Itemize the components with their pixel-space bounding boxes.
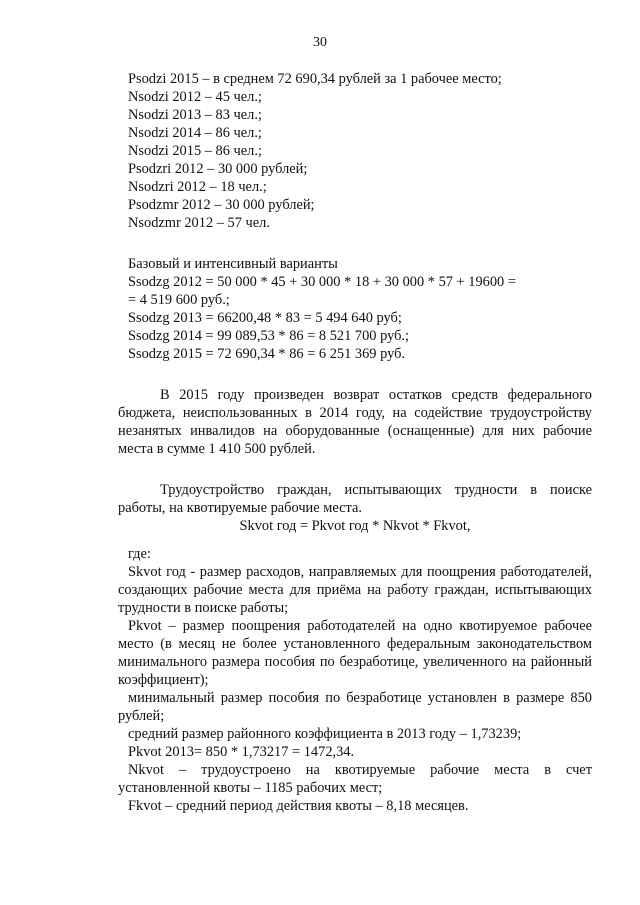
paragraph-refund: В 2015 году произведен возврат остатков средств федерального бюджета, неиспользованных в 2014 году, на содействие трудоустройству незанятых инвалидов на оборудованные (оснащенные) для них рабочие места в сумме 1 410 500 рублей.: [118, 387, 592, 457]
calculation-block: [118, 255, 592, 363]
list-item: Nsodzmr 2012 – 57 чел.: [128, 215, 270, 231]
calc-line: Ssodzg 2015 = 72 690,34 * 86 = 6 251 369 руб.: [128, 346, 406, 362]
list-item: Nsodzi 2014 – 86 чел.;: [128, 125, 262, 141]
list-item: Nsodzri 2012 – 18 чел.;: [128, 179, 267, 195]
section-heading: Базовый и интенсивный варианты: [128, 256, 338, 272]
calc-line: Ssodzg 2014 = 99 089,53 * 86 = 8 521 700 руб.;: [128, 328, 410, 344]
list-item: Psodzmr 2012 – 30 000 рублей;: [128, 197, 315, 213]
definition-pkvot-2013: Pkvot 2013= 850 * 1,73217 = 1472,34.: [128, 744, 355, 760]
list-item: Psodzi 2015 – в среднем 72 690,34 рублей за 1 рабочее место;: [128, 71, 502, 87]
definition-nkvot: Nkvot – трудоустроено на квотируемые рабочие места в счет установленной квоты – 1185 рабочих мест;: [118, 762, 592, 796]
definition-min-benefit: минимальный размер пособия по безработице установлен в размере 850 рублей;: [118, 690, 592, 724]
definition-fkvot: Fkvot – средний период действия квоты – 8,18 месяцев.: [128, 798, 469, 814]
list-item: Nsodzi 2013 – 83 чел.;: [128, 107, 262, 123]
definition-avg-coefficient: средний размер районного коэффициента в 2013 году – 1,73239;: [128, 726, 522, 742]
page-number: 30: [313, 35, 327, 50]
formula: Skvot год = Pkvot год * Nkvot * Fkvot,: [239, 518, 471, 534]
definition-pkvot: Pkvot – размер поощрения работодателей на одно квотируемое рабочее место (в месяц не более установленного федеральным законодательством минимального размера пособия по безработице, увеличенного на районный коэффициент);: [118, 618, 592, 688]
list-item: Nsodzi 2012 – 45 чел.;: [128, 89, 262, 105]
paragraph-quota-intro: Трудоустройство граждан, испытывающих трудности в поиске работы, на квотируемые рабочие места.: [118, 482, 592, 516]
indicator-list: [118, 70, 592, 232]
where-label: где:: [128, 546, 151, 562]
list-item: Psodzri 2012 – 30 000 рублей;: [128, 161, 308, 177]
definition-skvot: Skvot год - размер расходов, направляемых для поощрения работодателей, создающих рабочие места для приёма на работу граждан, испытывающих трудности в поиске работы;: [118, 564, 592, 616]
calc-line: = 4 519 600 руб.;: [128, 292, 230, 308]
document-body: [118, 70, 592, 815]
list-item: Nsodzi 2015 – 86 чел.;: [128, 143, 262, 159]
calc-line: Ssodzg 2012 = 50 000 * 45 + 30 000 * 18 + 30 000 * 57 + 19600 =: [128, 274, 516, 290]
calc-line: Ssodzg 2013 = 66200,48 * 83 = 5 494 640 руб;: [128, 310, 402, 326]
